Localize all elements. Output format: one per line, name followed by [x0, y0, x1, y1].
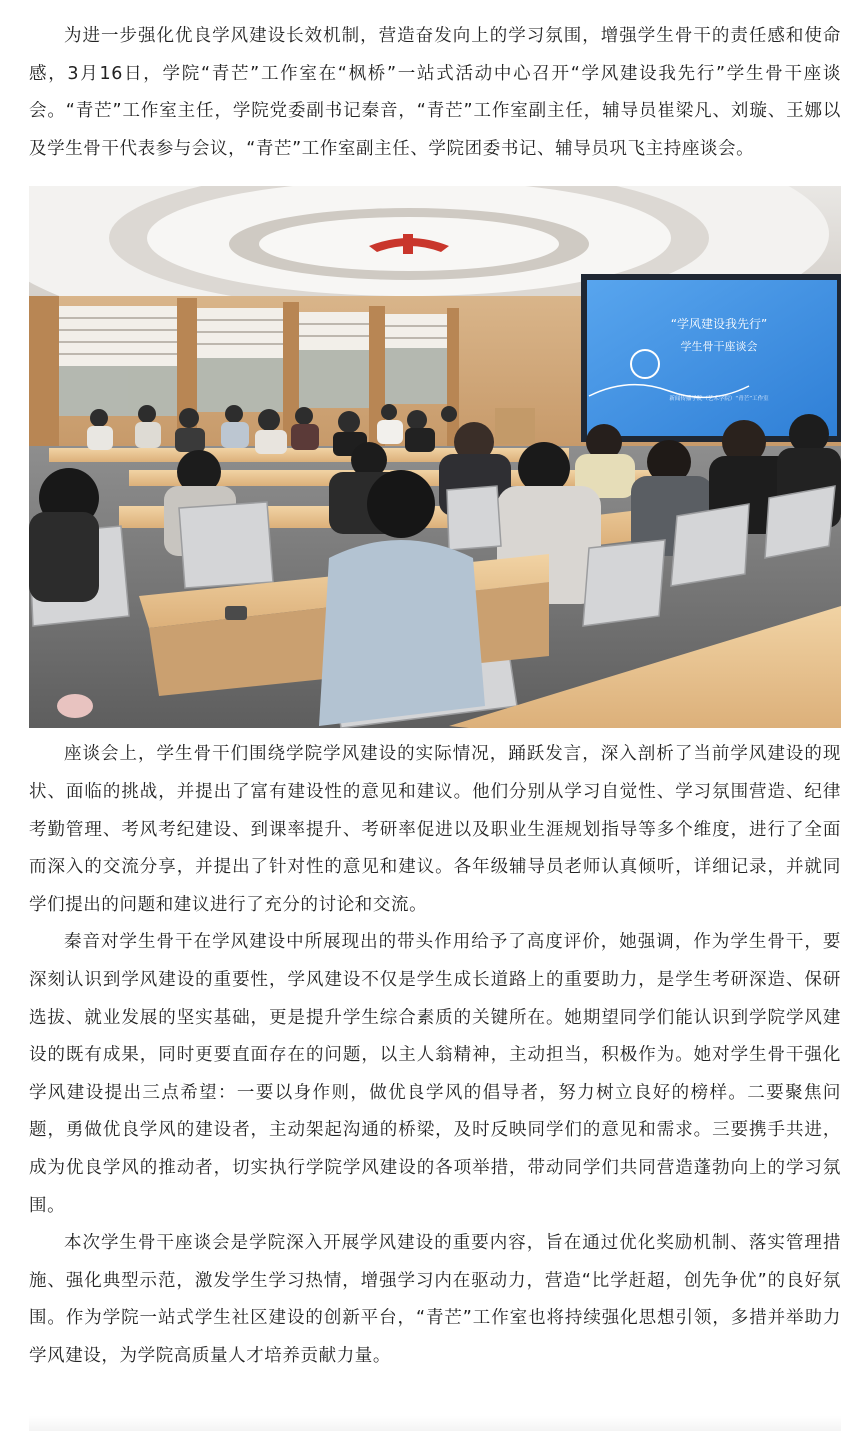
paragraph-intro: 为进一步强化优良学风建设长效机制，营造奋发向上的学习氛围，增强学生骨干的责任感和使命感，3月16日，学院“青芒”工作室在“枫桥”一站式活动中心召开“学风建设我先行”学生骨干座谈会。“青芒”工作室主任，学院党委副书记秦音，“青芒”工作室副主任，辅导员崔梁凡、刘璇、王娜以及学生骨干代表参与会议，“青芒”工作室副主任、学院团委书记、辅导员巩飞主持座谈会。: [29, 26, 841, 159]
next-image-edge: [29, 1416, 841, 1431]
paragraph-summary: 本次学生骨干座谈会是学院深入开展学风建设的重要内容，旨在通过优化奖励机制、落实管理措施、强化典型示范，激发学生学习热情，增强学习内在驱动力，营造“比学赶超，创先争优”的良好氛围。作为学院一站式学生社区建设的创新平台，“青芒”工作室也将持续强化思想引领，多措并举助力学风建设，为学院高质量人才培养贡献力量。: [29, 1233, 841, 1366]
screen-title: “学风建设我先行”: [670, 317, 768, 332]
meeting-photo: [29, 186, 841, 728]
screen-subtitle: 学生骨干座谈会: [680, 340, 758, 354]
paragraph-discussion: 座谈会上，学生骨干们围绕学院学风建设的实际情况，踊跃发言，深入剖析了当前学风建设的现状、面临的挑战，并提出了富有建设性的意见和建议。他们分别从学习自觉性、学习氛围营造、纪律考勤管理、考风考纪建设、到课率提升、考研率促进以及职业生涯规划指导等多个维度，进行了全面而深入的交流分享，并提出了针对性的意见和建议。各年级辅导员老师认真倾听，详细记录，并就同学们提出的问题和建议进行了充分的讨论和交流。: [29, 744, 841, 915]
screen-footer: 新闻传播学院（艺术学院）“青芒”工作室: [669, 396, 769, 403]
meeting-photo-illustration: [29, 186, 841, 728]
article: [29, 18, 841, 1375]
paragraph-remarks: 秦音对学生骨干在学风建设中所展现出的带头作用给予了高度评价，她强调，作为学生骨干，要深刻认识到学风建设的重要性，学风建设不仅是学生成长道路上的重要助力，是学生考研深造、保研选拔、就业发展的坚实基础，更是提升学生综合素质的关键所在。她期望同学们能认识到学院学风建设的既有成果，同时更要直面存在的问题，以主人翁精神，主动担当，积极作为。她对学生骨干强化学风建设提出三点希望：一要以身作则，做优良学风的倡导者，努力树立良好的榜样。二要聚焦问题，勇做优良学风的建设者，主动架起沟通的桥梁，及时反映同学们的意见和需求。三要携手共进，成为优良学风的推动者，切实执行学院学风建设的各项举措，带动同学们共同营造蓬勃向上的学习氛围。: [29, 932, 841, 1216]
